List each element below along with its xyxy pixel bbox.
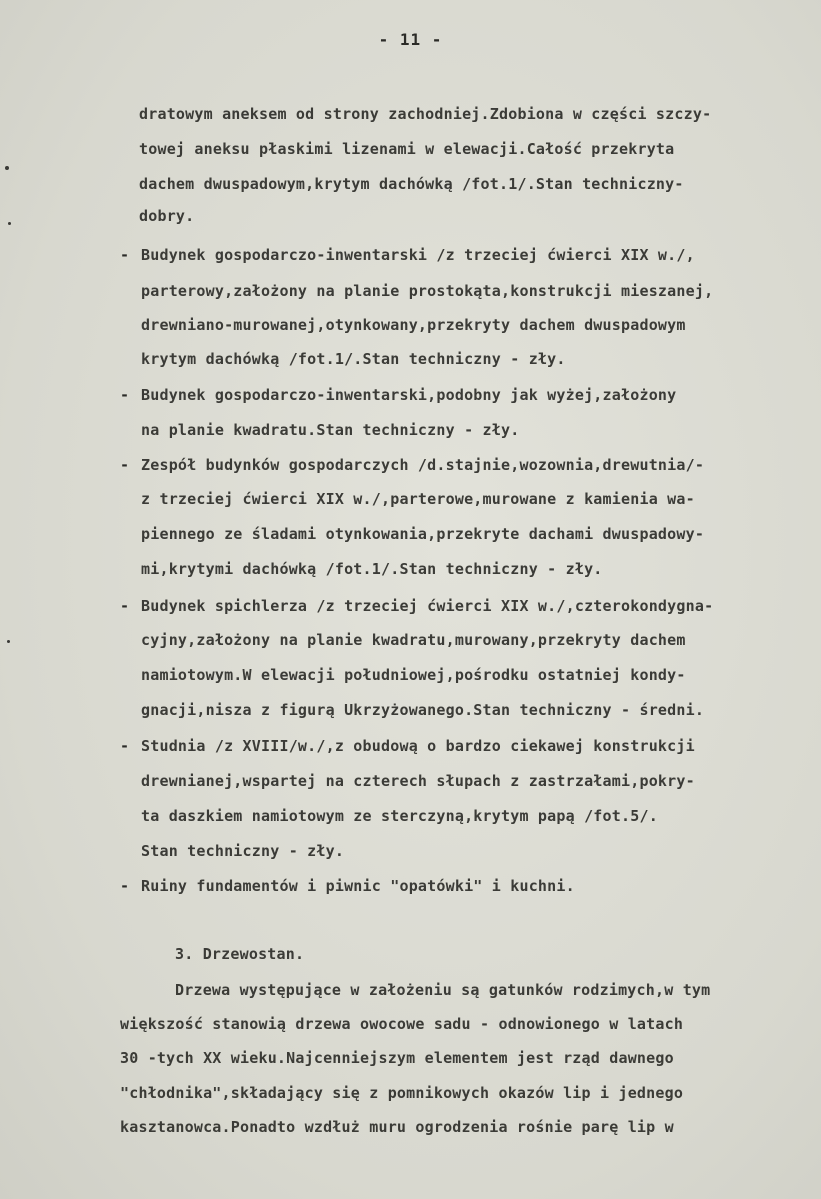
bullet-dash: - bbox=[120, 597, 130, 615]
bullet-dash: - bbox=[120, 456, 130, 474]
text-line: namiotowym.W elewacji południowej,pośrodku ostatniej kondy- bbox=[141, 666, 686, 684]
text-line: towej aneksu płaskimi lizenami w elewacji.Całość przekryta bbox=[139, 140, 675, 158]
text-line: większość stanowią drzewa owocowe sadu - odnowionego w latach bbox=[120, 1015, 684, 1033]
text-line: z trzeciej ćwierci XIX w./,parterowe,murowane z kamienia wa- bbox=[141, 490, 695, 508]
text-line: drewniano-murowanej,otynkowany,przekryty dachem dwuspadowym bbox=[141, 316, 686, 334]
text-line: dobry. bbox=[139, 207, 195, 225]
text-line: Zespół budynków gospodarczych /d.stajnie,wozownia,drewutnia/- bbox=[141, 456, 705, 474]
text-line: Ruiny fundamentów i piwnic "opatówki" i kuchni. bbox=[141, 877, 575, 895]
text-line: kasztanowca.Ponadto wzdłuż muru ogrodzenia rośnie parę lip w bbox=[120, 1118, 674, 1136]
bullet-dash: - bbox=[120, 737, 130, 755]
margin-mark bbox=[5, 166, 9, 170]
text-line: dratowym aneksem od strony zachodniej.Zdobiona w części szczy- bbox=[139, 105, 712, 123]
section-heading: 3. Drzewostan. bbox=[175, 945, 305, 963]
bullet-dash: - bbox=[120, 877, 130, 895]
text-line: na planie kwadratu.Stan techniczny - zły. bbox=[141, 421, 520, 439]
text-line: ta daszkiem namiotowym ze sterczyną,krytym papą /fot.5/. bbox=[141, 807, 658, 825]
page-number: - 11 - bbox=[378, 30, 443, 49]
text-line: Drzewa występujące w założeniu są gatunków rodzimych,w tym bbox=[175, 981, 711, 999]
text-line: Budynek spichlerza /z trzeciej ćwierci XIX w./,czterokondygna- bbox=[141, 597, 714, 615]
text-line: Budynek gospodarczo-inwentarski,podobny jak wyżej,założony bbox=[141, 386, 677, 404]
margin-mark bbox=[7, 640, 10, 643]
text-line: parterowy,założony na planie prostokąta,konstrukcji mieszanej, bbox=[141, 282, 714, 300]
text-line: drewnianej,wspartej na czterech słupach z zastrzałami,pokry- bbox=[141, 772, 695, 790]
text-line: Studnia /z XVIII/w./,z obudową o bardzo ciekawej konstrukcji bbox=[141, 737, 695, 755]
bullet-dash: - bbox=[120, 246, 130, 264]
text-line: mi,krytymi dachówką /fot.1/.Stan techniczny - zły. bbox=[141, 560, 603, 578]
text-line: piennego ze śladami otynkowania,przekryte dachami dwuspadowy- bbox=[141, 525, 705, 543]
text-line: "chłodnika",składający się z pomnikowych okazów lip i jednego bbox=[120, 1084, 684, 1102]
text-line: dachem dwuspadowym,krytym dachówką /fot.1/.Stan techniczny- bbox=[139, 175, 684, 193]
margin-mark bbox=[8, 222, 11, 225]
text-line: Budynek gospodarczo-inwentarski /z trzeciej ćwierci XIX w./, bbox=[141, 246, 695, 264]
bullet-dash: - bbox=[120, 386, 130, 404]
text-line: gnacji,nisza z figurą Ukrzyżowanego.Stan techniczny - średni. bbox=[141, 701, 705, 719]
text-line: Stan techniczny - zły. bbox=[141, 842, 345, 860]
text-line: 30 -tych XX wieku.Najcenniejszym elementem jest rząd dawnego bbox=[120, 1049, 674, 1067]
text-line: krytym dachówką /fot.1/.Stan techniczny - zły. bbox=[141, 350, 566, 368]
text-line: cyjny,założony na planie kwadratu,murowany,przekryty dachem bbox=[141, 631, 686, 649]
